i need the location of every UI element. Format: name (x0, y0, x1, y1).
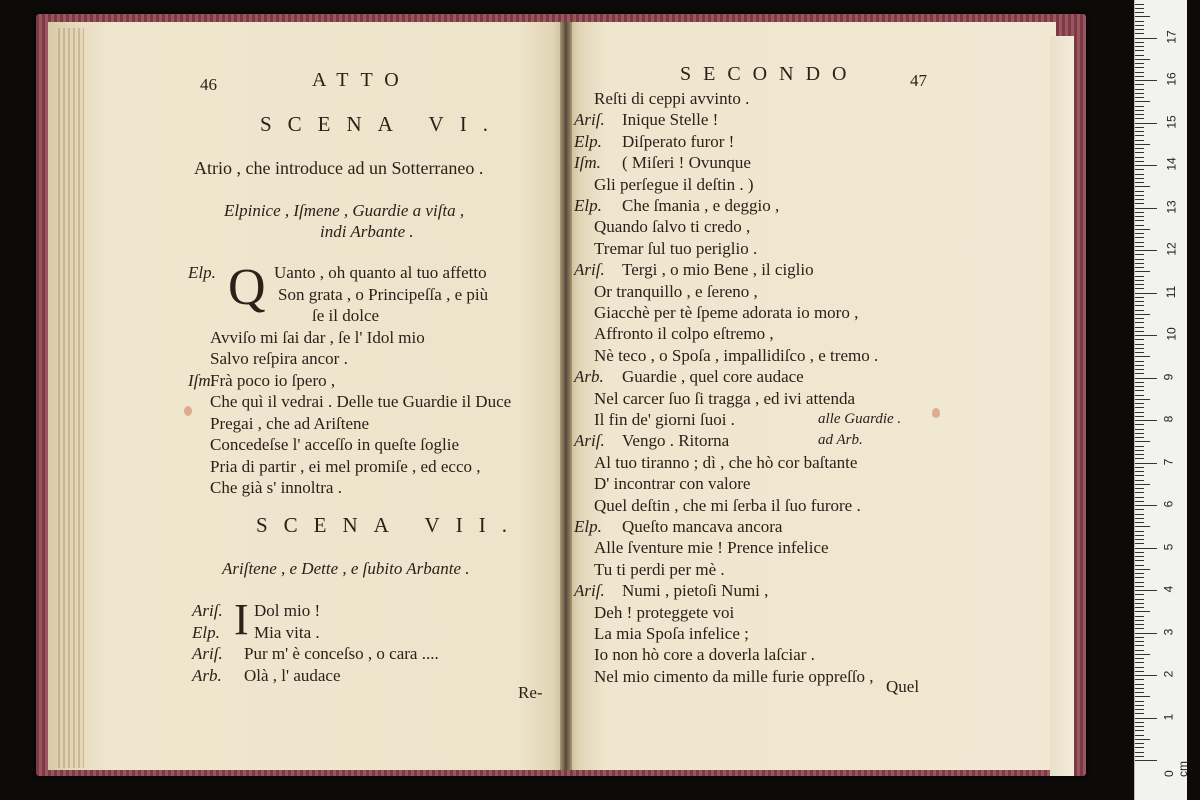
verse-line: Che quì il vedrai . Delle tue Guardie il Duce (210, 392, 512, 411)
ruler-tick (1135, 314, 1150, 315)
ruler-tick (1135, 518, 1144, 519)
speaker-label: Ariſ. (574, 431, 605, 451)
verse-line: Io non hò core a doverla laſciar . (594, 645, 815, 665)
speaker-label: Ariſ. (192, 601, 223, 620)
ruler-label: 0 cm (1162, 761, 1190, 777)
right-page (566, 22, 1056, 770)
ruler-tick (1135, 726, 1144, 727)
verse-line: Il fin de' giorni ſuoi . (594, 410, 735, 429)
ruler-tick (1135, 382, 1144, 383)
ruler-tick (1135, 208, 1157, 209)
speaker-label: Iſm. (188, 370, 215, 390)
ruler-tick (1135, 216, 1144, 217)
verse-line: Quel deſtin , che mi ſerba il ſuo furore . (594, 495, 861, 515)
ruler-tick (1135, 616, 1144, 617)
ruler-tick (1135, 276, 1144, 277)
ruler-tick (1135, 305, 1144, 306)
ruler-label: 6 (1161, 500, 1176, 508)
ruler-tick (1135, 420, 1157, 421)
ruler-tick (1135, 21, 1144, 22)
verse-line: Diſperato furor ! (622, 131, 735, 151)
verse-line: Pria di partir , ei mel promiſe , ed ecco , (210, 456, 481, 476)
speaker-label: Elp. (574, 196, 602, 215)
verse-line: Mia vita . (254, 622, 320, 642)
ruler-tick (1135, 229, 1150, 230)
ruler-tick (1135, 33, 1144, 34)
verse-line: Nè teco , o Spoſa , impallidiſco , e tremo . (594, 345, 879, 365)
verse-line: Olà , l' audace (244, 665, 341, 685)
stage-direction: alle Guardie . (818, 411, 902, 427)
ruler-tick (1135, 454, 1144, 455)
verse-line: Tu ti perdi per mè . (594, 559, 725, 579)
ruler-tick (1135, 42, 1144, 43)
verse-line: Uanto , oh quanto al tuo affetto (274, 263, 487, 282)
ruler-tick (1135, 12, 1144, 13)
ruler-tick (1135, 225, 1144, 226)
ruler-tick (1135, 752, 1144, 753)
ruler-tick (1135, 93, 1144, 94)
ruler-tick (1135, 709, 1144, 710)
ruler-tick (1135, 186, 1150, 187)
ruler-tick (1135, 89, 1144, 90)
speaker-label: Ariſ. (574, 110, 605, 130)
catchword: Quel (886, 677, 920, 696)
ruler-tick (1135, 25, 1144, 26)
ruler-label: 12 (1164, 242, 1179, 256)
verse-line: Concedeſse l' acceſſo in queſte ſoglie (210, 435, 459, 454)
ruler-tick (1135, 322, 1144, 323)
ruler-tick (1135, 390, 1144, 391)
ruler-tick (1135, 696, 1150, 697)
ruler-tick (1135, 271, 1150, 272)
ruler-tick (1135, 607, 1144, 608)
ruler-tick (1135, 505, 1157, 506)
ruler-tick (1135, 365, 1144, 366)
cast-list: Elpinice , Iſmene , Guardie a viſta , (224, 201, 465, 220)
ruler-label: 10 (1164, 327, 1179, 341)
ruler-tick (1135, 72, 1144, 73)
ruler-tick (1135, 8, 1144, 9)
speaker-label: Elp. (188, 263, 216, 282)
verse-line: Frà poco io ſpero , (210, 370, 336, 390)
ruler-tick (1135, 552, 1144, 553)
ruler-tick (1135, 284, 1144, 285)
ruler-label: 2 (1161, 670, 1176, 678)
ruler-tick (1135, 76, 1144, 77)
speaker-label: Ariſ. (574, 581, 605, 601)
ruler-tick (1135, 556, 1144, 557)
speaker-label: Ariſ. (192, 644, 223, 663)
ruler-tick (1135, 531, 1144, 532)
stage-direction: ad Arb. (818, 432, 863, 449)
verse-line: Numi , pietoſi Numi , (622, 581, 769, 601)
verse-line: Or tranquillo , e ſereno , (594, 281, 758, 301)
ruler-label: 7 (1161, 458, 1176, 465)
ruler-tick (1135, 471, 1144, 472)
ruler-tick (1135, 395, 1144, 396)
ruler-tick (1135, 603, 1144, 604)
ruler-tick (1135, 110, 1144, 111)
ruler-tick (1135, 16, 1150, 17)
ruler-tick (1135, 650, 1144, 651)
ruler-tick (1135, 760, 1157, 761)
verse-line: Alle ſventure mie ! Prence infelice (594, 538, 829, 558)
ruler-tick (1135, 237, 1144, 238)
ruler-tick (1135, 195, 1144, 196)
verse-line: Tergi , o mio Bene , il ciglio (622, 260, 814, 280)
verse-line: Pregai , che ad Ariſtene (210, 413, 370, 433)
ruler-tick (1135, 730, 1144, 731)
ruler-tick (1135, 233, 1144, 234)
ruler-tick (1135, 101, 1150, 102)
ruler-tick (1135, 352, 1144, 353)
ruler-tick (1135, 573, 1144, 574)
ruler-tick (1135, 569, 1150, 570)
verse-line: Giacchè per tè ſpeme adorata io moro , (594, 303, 859, 322)
ruler-tick (1135, 705, 1144, 706)
ruler-label: 4 (1161, 585, 1176, 593)
speaker-label: Elp. (574, 517, 602, 536)
ruler-tick (1135, 63, 1144, 64)
ruler-label: 8 (1161, 415, 1176, 423)
ruler-tick (1135, 152, 1144, 153)
ruler-tick (1135, 416, 1144, 417)
ruler-tick (1135, 301, 1144, 302)
ruler-tick (1135, 250, 1157, 251)
ruler-tick (1135, 399, 1150, 400)
ruler-tick (1135, 560, 1144, 561)
ruler-tick (1135, 488, 1144, 489)
verse-line: Guardie , quel core audace (622, 367, 804, 387)
ruler-tick (1135, 722, 1144, 723)
ruler-tick (1135, 356, 1150, 357)
verse-line: Salvo reſpira ancor . (210, 349, 348, 368)
ruler-tick (1135, 637, 1144, 638)
verse-line: Affronto il colpo eſtremo , (594, 324, 774, 344)
ruler-tick (1135, 497, 1144, 498)
ruler-tick (1135, 165, 1157, 166)
drop-cap: Q (228, 259, 266, 316)
measuring-ruler (1134, 0, 1190, 800)
ruler-tick (1135, 348, 1144, 349)
running-head: SECONDO (680, 63, 859, 85)
ruler-label: 15 (1164, 114, 1179, 129)
ruler-tick (1135, 339, 1144, 340)
ruler-tick (1135, 526, 1150, 527)
ruler-label: 1 (1161, 713, 1176, 720)
page-edges (58, 28, 84, 768)
ruler-tick (1135, 55, 1144, 56)
speaker-label: Arb. (574, 367, 604, 387)
ruler-tick (1135, 735, 1144, 736)
ruler-tick (1135, 140, 1144, 141)
ruler-tick (1135, 446, 1144, 447)
ruler-tick (1135, 407, 1144, 408)
ruler-tick (1135, 4, 1144, 5)
ruler-tick (1135, 577, 1144, 578)
verse-line: Avviſo mi ſai dar , ſe l' Idol mio (210, 327, 425, 347)
ruler-tick (1135, 131, 1144, 132)
verse-line: ( Miſeri ! Ovunque (622, 153, 751, 173)
ruler-tick (1135, 718, 1157, 719)
ruler-tick (1135, 29, 1144, 30)
ruler-tick (1135, 263, 1144, 264)
ruler-tick (1135, 429, 1144, 430)
ruler-tick (1135, 67, 1144, 68)
ruler-tick (1135, 118, 1144, 119)
verse-line: Reſti di ceppi avvinto . (594, 89, 750, 108)
ruler-tick (1135, 599, 1144, 600)
verse-line: ſe il dolce (312, 306, 380, 325)
verse-line: Nel carcer ſuo ſi tragga , ed ivi attenda (594, 388, 856, 408)
ruler-tick (1135, 378, 1157, 379)
ruler-tick (1135, 586, 1144, 587)
ruler-tick (1135, 654, 1150, 655)
verse-line: Che già s' innoltra . (210, 478, 342, 497)
ruler-tick (1135, 747, 1144, 748)
ruler-tick (1135, 675, 1157, 676)
ruler-tick (1135, 344, 1144, 345)
verse-line: Gli perſegue il deſtin . ) (594, 174, 754, 194)
ruler-tick (1135, 424, 1144, 425)
page-number: 46 (200, 75, 217, 94)
ruler-tick (1135, 46, 1144, 47)
ruler-tick (1135, 713, 1144, 714)
ruler-tick (1135, 582, 1144, 583)
ruler-tick (1135, 318, 1144, 319)
ruler-tick (1135, 174, 1144, 175)
ruler-tick (1135, 373, 1144, 374)
ruler-tick (1135, 403, 1144, 404)
speaker-label: Elp. (192, 622, 220, 642)
drop-cap: I (234, 595, 249, 644)
ruler-tick (1135, 475, 1144, 476)
ruler-tick (1135, 522, 1144, 523)
ruler-tick (1135, 543, 1144, 544)
speaker-label: Elp. (574, 131, 602, 151)
ruler-tick (1135, 641, 1144, 642)
speaker-label: Arb. (192, 665, 222, 685)
ruler-tick (1135, 144, 1150, 145)
ruler-tick (1135, 484, 1150, 485)
ruler-tick (1135, 467, 1144, 468)
ruler-tick (1135, 671, 1144, 672)
ruler-tick (1135, 288, 1144, 289)
ruler-tick (1135, 450, 1144, 451)
ruler-tick (1135, 633, 1157, 634)
ruler-tick (1135, 59, 1150, 60)
ruler-tick (1135, 127, 1144, 128)
ruler-label: 17 (1164, 29, 1179, 44)
ruler-tick (1135, 203, 1144, 204)
scene-title: SCENA VI. (260, 112, 504, 136)
ruler-tick (1135, 297, 1144, 298)
ruler-tick (1135, 331, 1144, 332)
ruler-tick (1135, 692, 1144, 693)
verse-line: Quando ſalvo ti credo , (594, 217, 751, 237)
ruler-tick (1135, 80, 1157, 81)
verse-line: D' incontrar con valore (594, 474, 751, 494)
verse-line: Al tuo tiranno ; dì , che hò cor baſtante (594, 452, 858, 472)
ruler-tick (1135, 684, 1144, 685)
cast-list: indi Arbante . (320, 222, 414, 241)
ruler-tick (1135, 501, 1144, 502)
page-number: 47 (910, 71, 927, 90)
ruler-tick (1135, 148, 1144, 149)
left-page (48, 22, 566, 770)
ruler-tick (1135, 259, 1144, 260)
ruler-tick (1135, 437, 1144, 438)
ruler-tick (1135, 756, 1144, 757)
ruler-tick (1135, 514, 1144, 515)
ruler-label: 3 (1161, 628, 1176, 635)
ruler-tick (1135, 106, 1144, 107)
ruler-tick (1135, 739, 1150, 740)
verse-line: Deh ! proteggete voi (594, 602, 735, 622)
ruler-tick (1135, 123, 1157, 124)
ruler-tick (1135, 480, 1144, 481)
ruler-label: 11 (1164, 285, 1179, 298)
ruler-tick (1135, 114, 1144, 115)
ruler-tick (1135, 369, 1144, 370)
page-edges (1050, 36, 1074, 776)
ruler-tick (1135, 509, 1144, 510)
ruler-tick (1135, 492, 1144, 493)
ruler-tick (1135, 645, 1144, 646)
ruler-label: 14 (1164, 157, 1179, 171)
ruler-tick (1135, 135, 1144, 136)
ruler-tick (1135, 658, 1144, 659)
ruler-label: 5 (1161, 543, 1176, 550)
ruler-tick (1135, 624, 1144, 625)
ruler-tick (1135, 310, 1144, 311)
ruler-tick (1135, 441, 1150, 442)
ruler-tick (1135, 169, 1144, 170)
ruler-tick (1135, 220, 1144, 221)
ruler-tick (1135, 548, 1157, 549)
verse-line: Che ſmania , e deggio , (622, 196, 780, 215)
ruler-tick (1135, 620, 1144, 621)
verse-line: Pur m' è conceſso , o cara .... (244, 644, 439, 663)
ruler-tick (1135, 182, 1144, 183)
ruler-tick (1135, 628, 1144, 629)
verse-line: Queſto mancava ancora (622, 517, 783, 536)
verse-line: Dol mio ! (254, 601, 321, 620)
ruler-tick (1135, 662, 1144, 663)
foxing-stain (184, 406, 192, 416)
ruler-tick (1135, 701, 1144, 702)
foxing-stain (932, 408, 940, 418)
verse-line: Nel mio cimento da mille furie oppreſſo , (594, 666, 874, 686)
ruler-tick (1135, 280, 1144, 281)
ruler-label: 9 (1161, 373, 1176, 380)
ruler-tick (1135, 293, 1157, 294)
ruler-label: 13 (1164, 199, 1179, 214)
ruler-tick (1135, 590, 1157, 591)
catchword: Re- (518, 683, 543, 702)
speaker-label: Iſm. (574, 153, 601, 173)
ruler-tick (1135, 458, 1144, 459)
ruler-tick (1135, 242, 1144, 243)
ruler-tick (1135, 50, 1144, 51)
ruler-tick (1135, 335, 1157, 336)
ruler-tick (1135, 565, 1144, 566)
ruler-tick (1135, 611, 1150, 612)
ruler-tick (1135, 743, 1144, 744)
ruler-tick (1135, 212, 1144, 213)
ruler-tick (1135, 361, 1144, 362)
verse-line: Inique Stelle ! (622, 110, 719, 130)
ruler-tick (1135, 178, 1144, 179)
ruler-tick (1135, 157, 1144, 158)
ruler-tick (1135, 199, 1144, 200)
ruler-tick (1135, 679, 1144, 680)
ruler-tick (1135, 412, 1144, 413)
ruler-tick (1135, 246, 1144, 247)
verse-line: Vengo . Ritorna (622, 431, 730, 451)
ruler-tick (1135, 84, 1144, 85)
ruler-tick (1135, 386, 1144, 387)
running-head: ATTO (312, 69, 411, 91)
book-gutter (560, 22, 572, 770)
ruler-tick (1135, 327, 1144, 328)
ruler-tick (1135, 433, 1144, 434)
cast-list: Ariſtene , e Dette , e ſubito Arbante . (222, 559, 470, 578)
ruler-tick (1135, 463, 1157, 464)
ruler-tick (1135, 161, 1144, 162)
ruler-label: 16 (1164, 72, 1179, 86)
ruler-tick (1135, 38, 1157, 39)
ruler-tick (1135, 535, 1144, 536)
ruler-tick (1135, 191, 1144, 192)
verse-line: Son grata , o Principeſſa , e più (278, 284, 489, 304)
ruler-tick (1135, 97, 1144, 98)
ruler-tick (1135, 254, 1144, 255)
scene-title: SCENA VII. (256, 513, 523, 537)
ruler-tick (1135, 539, 1144, 540)
speaker-label: Ariſ. (574, 260, 605, 280)
ruler-tick (1135, 667, 1144, 668)
ruler-tick (1135, 594, 1144, 595)
verse-line: La mia Spoſa infelice ; (594, 624, 749, 643)
verse-line: Tremar ſul tuo periglio . (594, 238, 758, 258)
ruler-tick (1135, 267, 1144, 268)
scene-setting: Atrio , che introduce ad un Sotterraneo . (194, 158, 484, 178)
ruler-tick (1135, 688, 1144, 689)
